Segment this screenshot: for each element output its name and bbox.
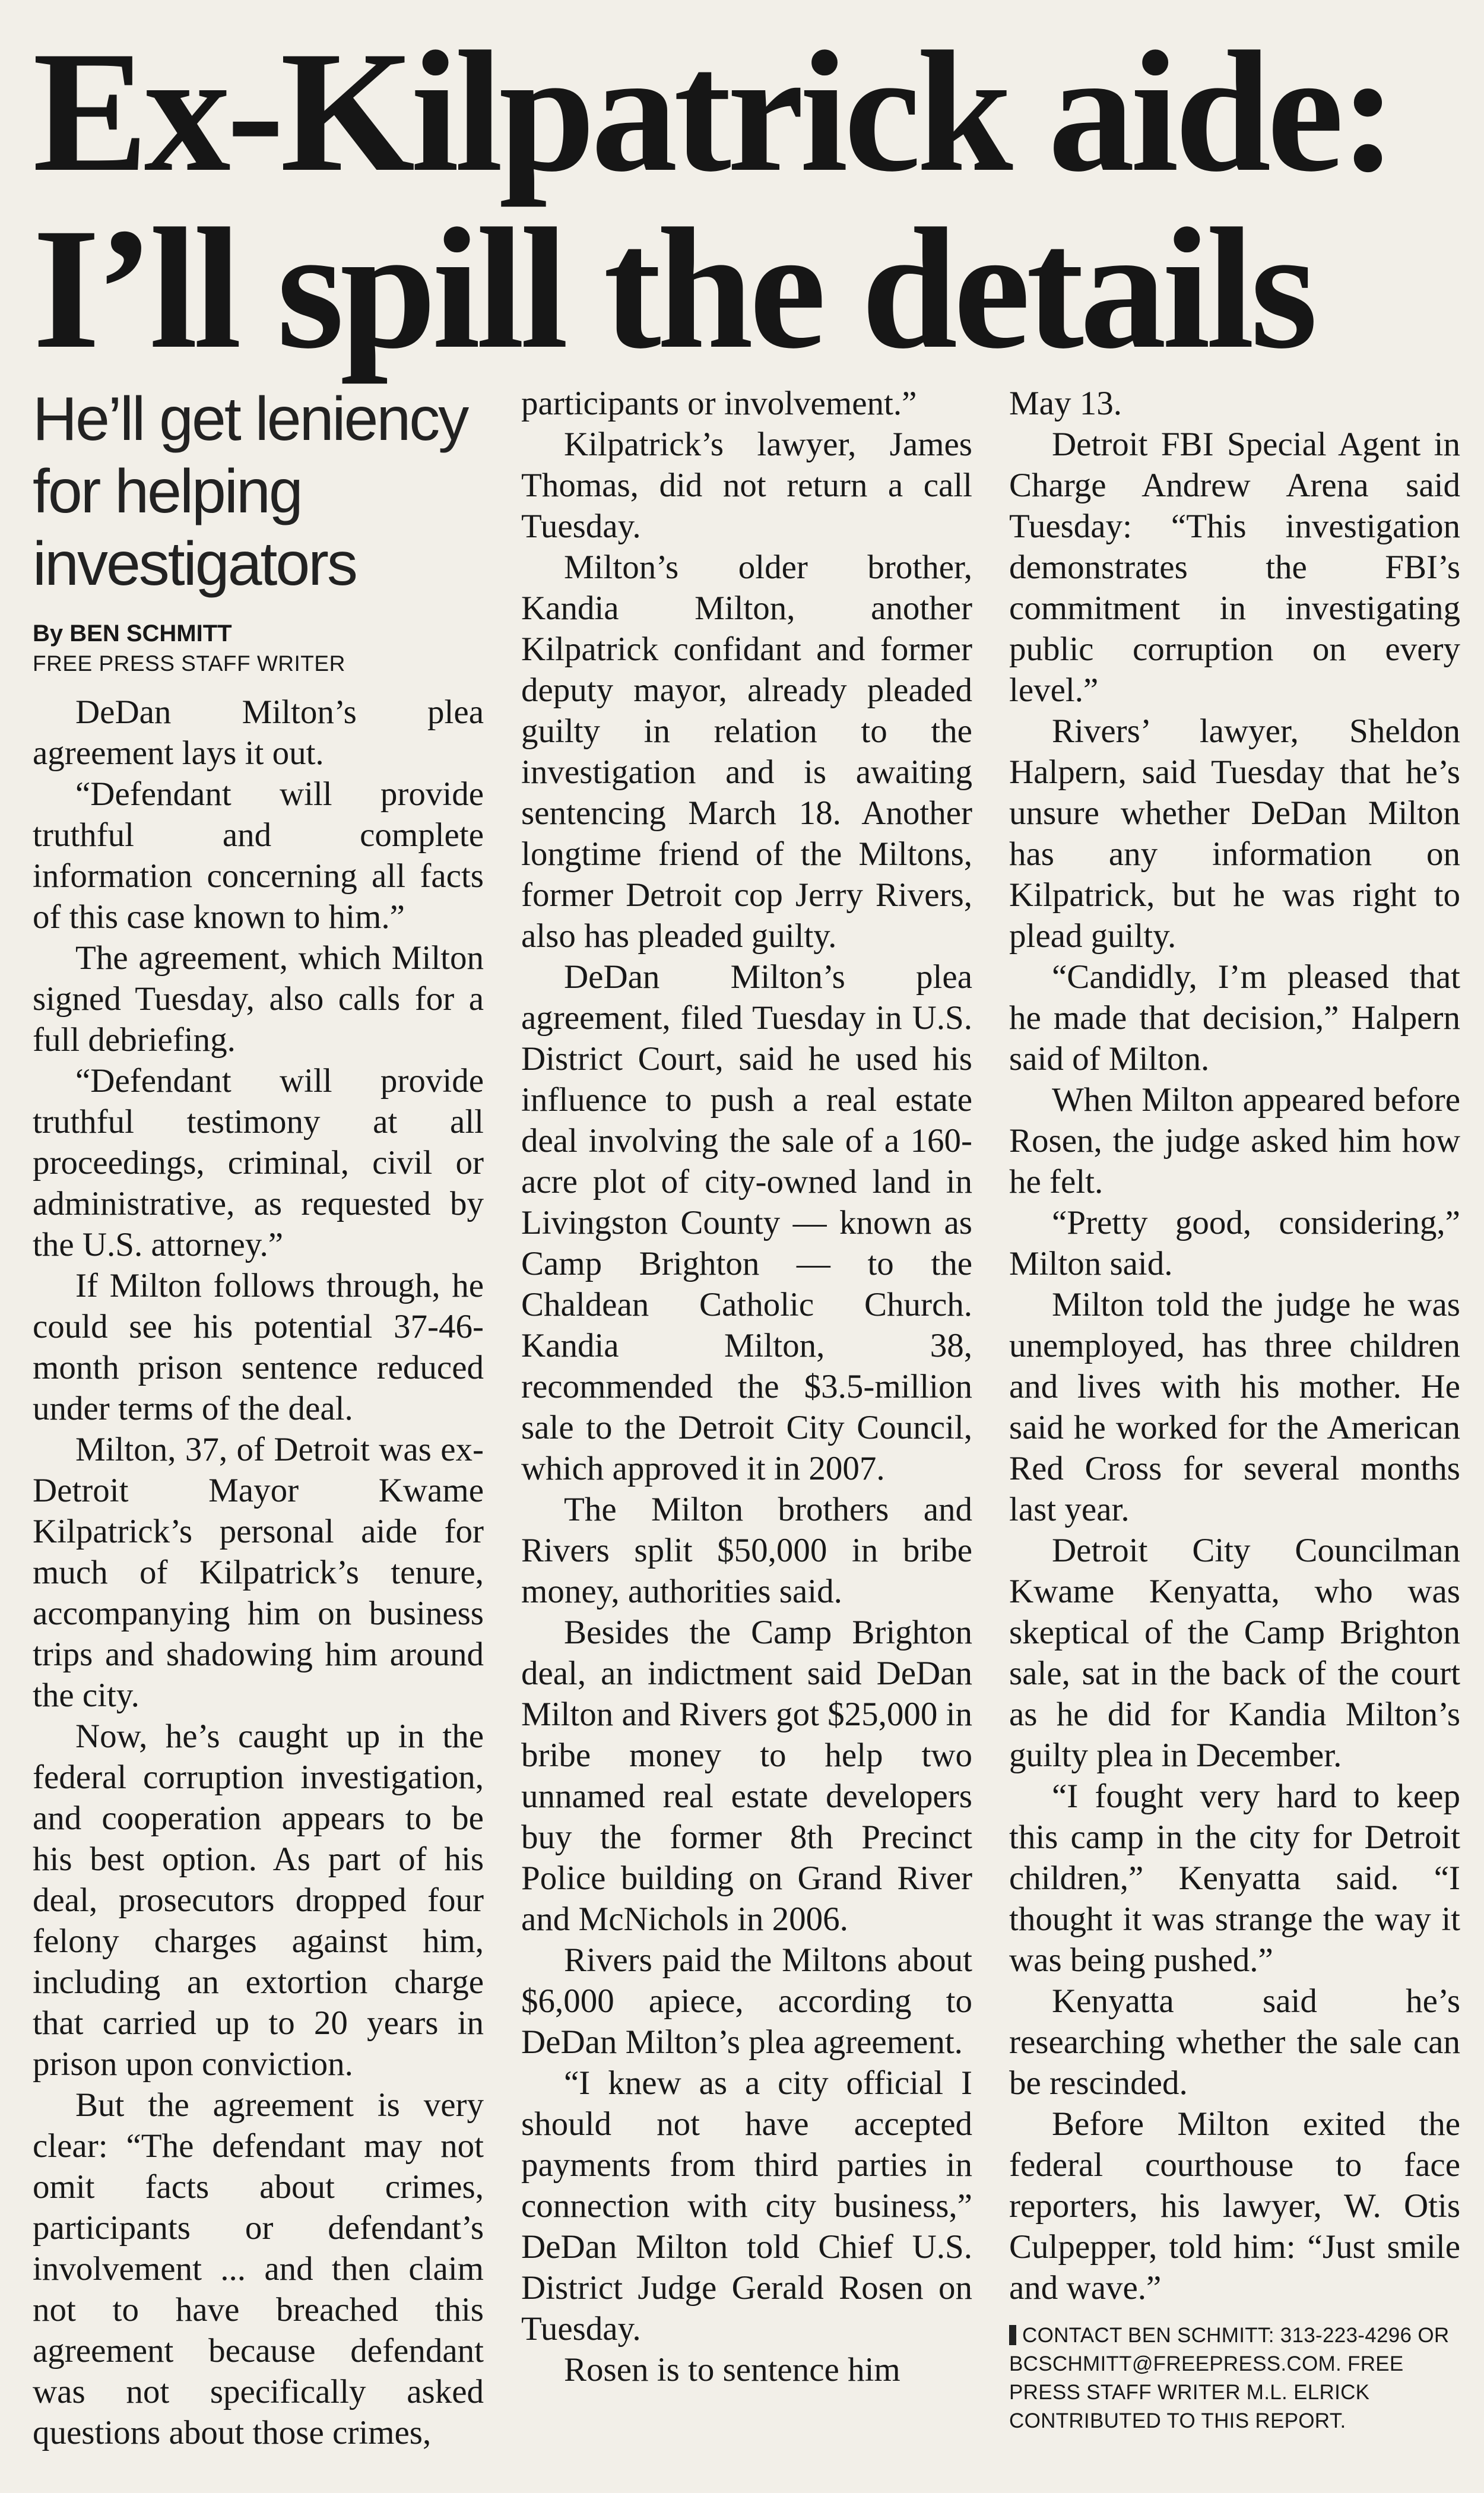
article-column-3 [1009, 383, 1460, 2435]
paragraph: “Defendant will provide truthful and complete information concerning all facts of this case known to him.” [33, 775, 484, 936]
contact-text: CONTACT BEN SCHMITT: 313-223-4296 OR BCSCHMITT@FREEPRESS.COM. FREE PRESS STAFF WRITER M.L. ELRICK CONTRIBUTED TO THIS REPORT. [1009, 2324, 1450, 2432]
deck-subheadline: He’ll get leniency for helping investigators [33, 385, 468, 598]
paragraph: “Candidly, I’m pleased that he made that decision,” Halpern said of Milton. [1009, 958, 1460, 1078]
paragraph: Besides the Camp Brighton deal, an indictment said DeDan Milton and Rivers got $25,000 in bribe money to help two unnamed real estate developers buy the former 8th Precinct Police building on Grand River and McNichols in 2006. [521, 1614, 972, 1938]
paragraph: Detroit City Councilman Kwame Kenyatta, who was skeptical of the Camp Brighton sale, sat in the back of the court as he did for Kandia Milton’s guilty plea in December. [1009, 1532, 1460, 1774]
paragraph: Kenyatta said he’s researching whether the sale can be rescinded. [1009, 1982, 1460, 2102]
paragraph: Before Milton exited the federal courthouse to face reporters, his lawyer, W. Otis Culpepper, told him: “Just smile and wave.” [1009, 2105, 1460, 2307]
paragraph: But the agreement is very clear: “The defendant may not omit facts about crimes, participants or defendant’s involvement ... and then claim not to have breached this agreement because defendant was not specifically asked questions about those crimes, [33, 2086, 484, 2451]
paragraph: “Defendant will provide truthful testimony at all proceedings, criminal, civil or administrative, as requested by the U.S. attorney.” [33, 1062, 484, 1263]
paragraph: “I fought very hard to keep this camp in the city for Detroit children,” Kenyatta said. “I thought it was strange the way it was being pushed.” [1009, 1778, 1460, 1979]
paragraph-continued: May 13. [1009, 385, 1122, 422]
paragraph: “Pretty good, considering,” Milton said. [1009, 1204, 1460, 1282]
headline-line-1: Ex-Kilpatrick aide: [33, 16, 1394, 208]
paragraph: Detroit FBI Special Agent in Charge Andrew Arena said Tuesday: “This investigation demonstrates the FBI’s commitment in investigating public corruption on every level.” [1009, 426, 1460, 709]
paragraph: Milton told the judge he was unemployed, has three children and lives with his mother. He said he worked for the American Red Cross for several months last year. [1009, 1286, 1460, 1528]
paragraph: DeDan Milton’s plea agreement lays it out. [33, 693, 484, 772]
paragraph: Rivers paid the Miltons about $6,000 apiece, according to DeDan Milton’s plea agreement. [521, 1941, 972, 2061]
paragraph: “I knew as a city official I should not have accepted payments from third parties in connection with city business,” DeDan Milton told Chief U.S. District Judge Gerald Rosen on Tuesday. [521, 2064, 972, 2348]
paragraph: Rivers’ lawyer, Sheldon Halpern, said Tuesday that he’s unsure whether DeDan Milton has any information on Kilpatrick, but he was right to plead guilty. [1009, 712, 1460, 955]
paragraph: Milton’s older brother, Kandia Milton, another Kilpatrick confidant and former deputy mayor, already pleaded guilty in relation to the investigation and is awaiting sentencing March 18. Another longtime friend of the Miltons, former Detroit cop Jerry Rivers, also has pleaded guilty. [521, 549, 972, 955]
article-column-2 [521, 383, 972, 2390]
headline [33, 16, 1457, 385]
paragraph: DeDan Milton’s plea agreement, filed Tuesday in U.S. District Court, said he used his influence to push a real estate deal involving the sale of a 160-acre plot of city-owned land in Livingston County — known as Camp Brighton — to the Chaldean Catholic Church. Kandia Milton, 38, recommended the $3.5-million sale to the Detroit City Council, which approved it in 2007. [521, 958, 972, 1487]
paragraph: Milton, 37, of Detroit was ex-Detroit Mayor Kwame Kilpatrick’s personal aide for much of Kilpatrick’s tenure, accompanying him on business trips and shadowing him around the city. [33, 1431, 484, 1714]
paragraph: Kilpatrick’s lawyer, James Thomas, did not return a call Tuesday. [521, 426, 972, 545]
paragraph: The agreement, which Milton signed Tuesday, also calls for a full debriefing. [33, 939, 484, 1059]
contact-line [1009, 2321, 1460, 2435]
paragraph: Now, he’s caught up in the federal corruption investigation, and cooperation appears to be his best option. As part of his deal, prosecutors dropped four felony charges against him, including an extortion charge that carried up to 20 years in prison upon conviction. [33, 1718, 484, 2083]
headline-line-2: I’ll spill the details [33, 193, 1314, 385]
article-column-1 [33, 383, 484, 2453]
bullet-square-icon [1009, 2325, 1016, 2345]
paragraph: Rosen is to sentence him [564, 2351, 900, 2389]
paragraph: The Milton brothers and Rivers split $50,000 in bribe money, authorities said. [521, 1491, 972, 1610]
paragraph: When Milton appeared before Rosen, the judge asked him how he felt. [1009, 1081, 1460, 1200]
staff-line: FREE PRESS STAFF WRITER [33, 651, 345, 676]
paragraph: If Milton follows through, he could see his potential 37-46-month prison sentence reduced under terms of the deal. [33, 1267, 484, 1427]
paragraph-continued: participants or involvement.” [521, 385, 917, 422]
byline: By BEN SCHMITT [33, 620, 232, 647]
